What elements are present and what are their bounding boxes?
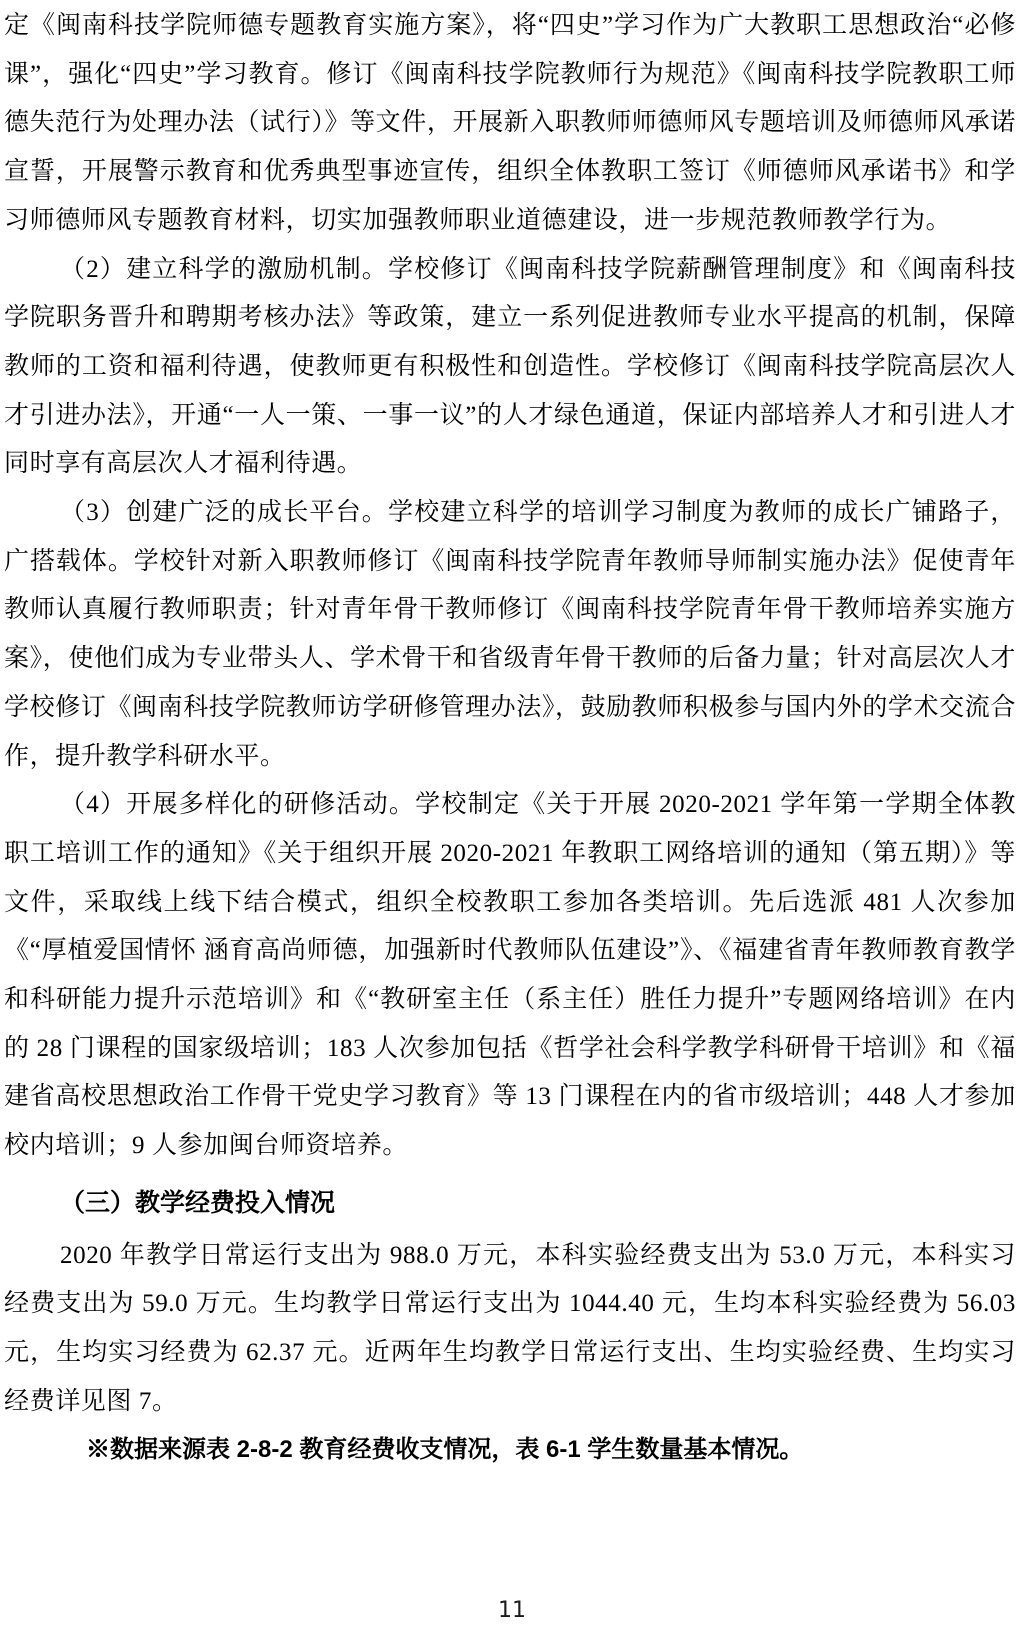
data-source-note: ※数据来源表 2-8-2 教育经费收支情况，表 6-1 学生数量基本情况。 (86, 1436, 804, 1464)
page-footer (0, 1599, 1024, 1623)
body-paragraph: 定《闽南科技学院师德专题教育实施方案》，将“四史”学习作为广大教职工思想政治“必修课”，强化“四史”学习教育。修订《闽南科技学院教师行为规范》《闽南科技学院教职工师德失范行为处理办法（试行）》等文件，开展新入职教师师德师风专题培训及师德师风承诺宣誓，开展警示教育和优秀典型事迹宣传，组织全体教职工签订《师德师风承诺书》和学习师德师风专题教育材料，切实加强教师职业道德建设，进一步规范教师教学行为。 (4, 12, 1016, 234)
body-paragraph: （3）创建广泛的成长平台。学校建立科学的培训学习制度为教师的成长广铺路子，广搭载体。学校针对新入职教师修订《闽南科技学院青年教师导师制实施办法》促使青年教师认真履行教师职责；针对青年骨干教师修订《闽南科技学院青年骨干教师培养实施方案》，使他们成为专业带头人、学术骨干和省级青年骨干教师的后备力量；针对高层次人才学校修订《闽南科技学院教师访学研修管理办法》，鼓励教师积极参与国内外的学术交流合作，提升教学科研水平。 (4, 499, 1016, 770)
body-paragraph: （2）建立科学的激励机制。学校修订《闽南科技学院薪酬管理制度》和《闽南科技学院职务晋升和聘期考核办法》等政策，建立一系列促进教师专业水平提高的机制，保障教师的工资和福利待遇，使教师更有积极性和创造性。学校修订《闽南科技学院高层次人才引进办法》，开通“一人一策、一事一议”的人才绿色通道，保证内部培养人才和引进人才同时享有高层次人才福利待遇。 (4, 255, 1016, 478)
section-heading: （三）教学经费投入情况 (60, 1188, 336, 1217)
page-number: 11 (498, 1598, 526, 1623)
body-paragraph: 2020 年教学日常运行支出为 988.0 万元，本科实验经费支出为 53.0 万元，本科实习经费支出为 59.0 万元。生均教学日常运行支出为 1044.40 元，生均本科实验经费为 56.03 元，生均实习经费为 62.37 元。近两年生均教学日常运行支出、生均实验经费、生均实习经费详见图 7。 (4, 1241, 1016, 1415)
body-paragraph: （4）开展多样化的研修活动。学校制定《关于开展 2020-2021 学年第一学期全体教职工培训工作的通知》《关于组织开展 2020-2021 年教职工网络培训的通知（第五期）》等文件，采取线上线下结合模式，组织全校教职工参加各类培训。先后选派 481 人次参加《“厚植爱国情怀 涵育高尚师德，加强新时代教师队伍建设”》、《福建省青年教师教育教学和科研能力提升示范培训》和《“教研室主任（系主任）胜任力提升”专题网络培训》在内的 28 门课程的国家级培训；183 人次参加包括《哲学社会科学教学科研骨干培训》和《福建省高校思想政治工作骨干党史学习教育》等 13 门课程在内的省市级培训；448 人才参加校内培训；9 人参加闽台师资培养。 (4, 791, 1016, 1160)
